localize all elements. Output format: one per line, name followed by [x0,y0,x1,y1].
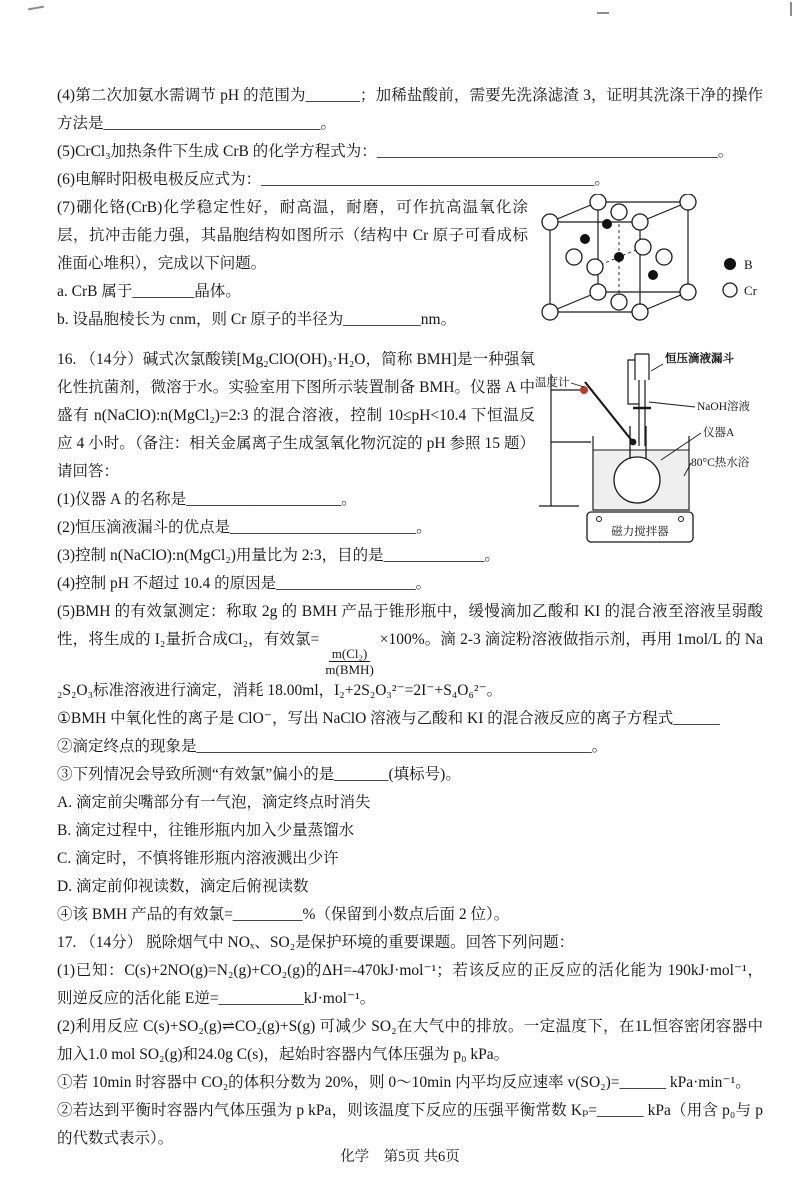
clamp-knob [580,386,588,394]
fraction-numerator: m(Cl₂) [329,646,371,662]
bath-label: 80°C热水浴 [691,457,750,469]
q15-part4-text: (4)第二次加氨水需调节 pH 的范围为_______；加稀盐酸前，需要先洗涤滤渣 3，证明其洗涤干净的操作方法是____________________________。 [57,87,763,132]
q16-part2-text: (2)恒压滴液漏斗的优点是________________________。 [57,519,432,536]
q16-part1-text: (1)仪器 A 的名称是____________________。 [57,491,357,508]
q16-option-a: A. 滴定前尖嘴部分有一气泡，滴定终点时消失 [57,794,371,811]
q16-part5-text-b: ×100%。滴 2-3 滴淀粉溶液做指示剂，再用 1mol/L 的 Na₂S₂O₃标准溶液进行滴定，消耗 18.00ml，I₂+2S₂O₃²⁻=2I⁻+S₄O₆²⁻。 [57,631,764,699]
q16-part5-text [57,598,763,705]
instrument-a-label: 仪器A [703,427,735,439]
q16-option-d: D. 滴定前仰视读数，滴定后俯视读数 [57,878,309,895]
funnel-label: 恒压滴液漏斗 [665,353,734,365]
apparatus-figure [535,346,763,558]
q17-part1-text: (1)已知：C(s)+2NO(g)=N₂(g)+CO₂(g)的ΔH=-470kJ·mol⁻¹；若该反应的正反应的活化能为 190kJ·mol⁻¹，则逆反应的活化能 E逆=___________kJ·mol⁻¹。 [57,962,763,1007]
q16-option-b: B. 滴定过程中，往锥形瓶内加入少量蒸馏水 [57,822,355,839]
legend-cr-icon [723,283,737,297]
naoh-label: NaOH溶液 [697,401,751,413]
crystal-structure-svg [528,194,763,336]
legend-b-icon [724,258,736,270]
dropping-funnel [628,354,651,446]
q16-part5-text-a: (5)BMH 的有效氯测定：称取 2g 的 BMH 产品于锥形瓶中，缓慢滴加乙酸和 KI 的混合液至溶液呈弱酸性，将生成的 I₂量折合成Cl₂，有效氯= [57,603,763,648]
q15-item-a-text: a. CrB 属于________晶体。 [57,283,241,300]
thermometer-label: 温度计 [535,377,570,389]
q16-sub3-text: ③下列情况会导致所测“有效氯”偏小的是_______(填标号)。 [57,766,461,783]
q17-sub2-text: ②若达到平衡时容器内气体压强为 p kPa，则该温度下反应的压强平衡常数 Kₚ=______ kPa（用含 p₀与 p 的代数式表示）。 [57,1102,763,1147]
q16-part3-text: (3)控制 n(NaClO):n(MgCl₂)用量比为 2:3，目的是_____________。 [57,547,500,564]
fraction-denominator: m(BMH) [325,662,374,677]
magnetic-stirrer [587,512,693,542]
flask [614,426,660,503]
scan-artifact [597,12,609,14]
q16-section [57,346,763,598]
scan-artifact [790,2,792,16]
crystal-legend [723,257,758,298]
q15-crystal-block [57,194,763,346]
scan-artifact [28,6,44,11]
legend-cr-label: Cr [744,283,757,298]
q16-part4-text: (4)控制 pH 不超过 10.4 的原因是__________________。 [57,575,432,592]
page-footer: 化学 第5页 共6页 [340,1149,460,1165]
q16-sub1-text: ①BMH 中氧化性的离子是 ClO⁻，写出 NaClO 溶液与乙酸和 KI 的混合液反应的离子方程式______ [57,710,720,727]
q15-part5-text: (5)CrCl₃加热条件下生成 CrB 的化学方程式为：____________________________________________。 [57,143,734,160]
apparatus-svg [535,346,763,548]
stirrer-label: 磁力搅拌器 [611,526,669,538]
page-content [57,82,763,1153]
q16-sub2-text: ②滴定终点的现象是___________________________________________________。 [57,738,608,755]
q16-sub4-text: ④该 BMH 产品的有效氯=_________%（保留到小数点后面 2 位）。 [57,906,510,923]
q15-part6-text: (6)电解时阳极电极反应式为：___________________________________________。 [57,171,610,188]
q17-sub1-text: ①若 10min 时容器中 CO₂的体积分数为 20%，则 0～10min 内平均反应速率 v(SO₂)=______ kPa·min⁻¹。 [57,1074,751,1091]
q15-part7-text: (7)硼化铬(CrB)化学稳定性好，耐高温，耐磨，可作抗高温氧化涂层，抗冲击能力强，其晶胞结构如图所示（结构中 Cr 原子可看成标准面心堆积），完成以下问题。 [57,199,528,272]
effective-chlorine-fraction [322,646,376,677]
q17-intro-text: 17. （14分） 脱除烟气中 NOₓ、SO₂是保护环境的重要课题。回答下列问题： [57,934,575,951]
q16-intro-text: 16. （14分）碱式次氯酸镁[Mg₂ClO(OH)₃·H₂O，简称 BMH]是一种强氧化性抗菌剂，微溶于水。实验室用下图所示装置制备 BMH。仪器 A 中盛有 n(NaClO):n(MgCl₂)=2:3 的混合溶液，控制 10≤pH<10.4 下恒温反应 4 小时。（备注：相关金属离子生成氢氧化物沉淀的 pH 参照 15 题）请回答： [57,351,535,480]
q16-option-c: C. 滴定时，不慎将锥形瓶内溶液溅出少许 [57,850,339,867]
q15-item-b-text: b. 设晶胞棱长为 cnm，则 Cr 原子的半径为__________nm。 [57,311,457,328]
q17-part2-text: (2)利用反应 C(s)+SO₂(g)⇌CO₂(g)+S(g) 可减少 SO₂在大气中的排放。一定温度下，在1L恒容密闭容器中加入1.0 mol SO₂(g)和24.0g C(s)，起始时容器内气体压强为 p₀ kPa。 [57,1018,763,1063]
crystal-structure-figure [528,194,763,346]
legend-b-label: B [744,257,753,272]
